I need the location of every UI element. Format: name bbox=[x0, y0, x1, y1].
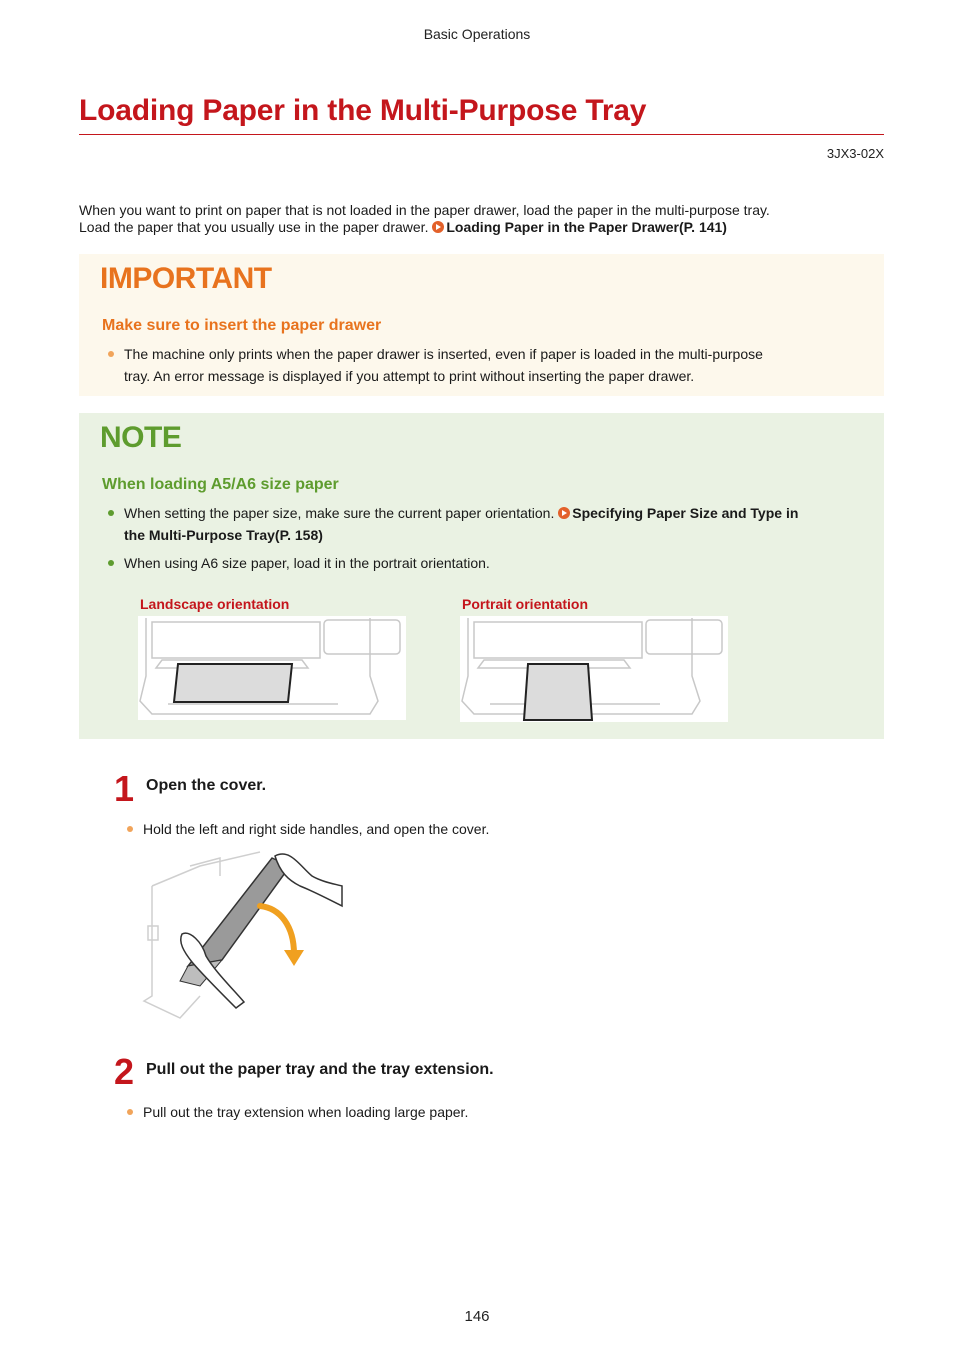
paper-size-link-text-a[interactable]: Specifying Paper Size and Type in bbox=[572, 505, 799, 521]
step-2-number: 2 bbox=[114, 1051, 135, 1092]
note-subheading: When loading A5/A6 size paper bbox=[102, 476, 339, 493]
bullet-icon bbox=[127, 1109, 133, 1115]
intro-paragraph bbox=[79, 202, 879, 236]
paper-size-link[interactable] bbox=[558, 505, 798, 521]
important-bullet-line-1: The machine only prints when the paper drawer is inserted, even if paper is loaded in the multi-purpose bbox=[124, 346, 763, 362]
link-arrow-icon bbox=[432, 221, 444, 233]
page-title: Loading Paper in the Multi-Purpose Tray bbox=[79, 94, 647, 127]
bullet-icon bbox=[108, 560, 114, 566]
note-heading: NOTE bbox=[100, 421, 182, 454]
bullet-icon bbox=[108, 351, 114, 357]
note-bullet-2: When using A6 size paper, load it in the portrait orientation. bbox=[124, 555, 490, 571]
open-cover-illustration bbox=[140, 846, 345, 1021]
intro-line-1: When you want to print on paper that is not loaded in the paper drawer, load the paper in the multi-purpose tray. bbox=[79, 202, 770, 218]
page-number: 146 bbox=[464, 1308, 490, 1325]
paper-drawer-link[interactable] bbox=[432, 219, 727, 235]
note-bullet-1-text: When setting the paper size, make sure the current paper orientation. bbox=[124, 505, 555, 521]
step-1-bullet: Hold the left and right side handles, and open the cover. bbox=[143, 821, 490, 837]
important-bullet-line-2: tray. An error message is displayed if you attempt to print without inserting the paper drawer. bbox=[124, 368, 695, 384]
intro-line-2 bbox=[79, 219, 879, 236]
title-rule bbox=[79, 134, 884, 135]
portrait-illustration bbox=[460, 616, 728, 722]
important-heading: IMPORTANT bbox=[100, 262, 272, 295]
note-bullet-1 bbox=[124, 502, 864, 546]
step-1-title: Open the cover. bbox=[146, 777, 267, 794]
portrait-label: Portrait orientation bbox=[462, 596, 589, 612]
important-subheading: Make sure to insert the paper drawer bbox=[102, 317, 382, 334]
step-1-number: 1 bbox=[114, 768, 135, 809]
intro-line-2-text: Load the paper that you usually use in the paper drawer. bbox=[79, 219, 429, 235]
note-bullet-1-line-1 bbox=[124, 502, 864, 524]
link-arrow-icon bbox=[558, 507, 570, 519]
bullet-icon bbox=[108, 510, 114, 516]
landscape-label: Landscape orientation bbox=[140, 596, 290, 612]
step-2-bullet: Pull out the tray extension when loading large paper. bbox=[143, 1104, 469, 1120]
running-header: Basic Operations bbox=[423, 26, 531, 42]
important-bullet bbox=[124, 343, 864, 387]
paper-size-link-text-b[interactable]: the Multi-Purpose Tray(P. 158) bbox=[124, 527, 323, 543]
document-code: 3JX3-02X bbox=[826, 146, 884, 161]
step-2-title: Pull out the paper tray and the tray extension. bbox=[146, 1061, 494, 1078]
paper-drawer-link-text[interactable]: Loading Paper in the Paper Drawer(P. 141) bbox=[446, 219, 727, 235]
bullet-icon bbox=[127, 826, 133, 832]
landscape-illustration bbox=[138, 616, 406, 720]
